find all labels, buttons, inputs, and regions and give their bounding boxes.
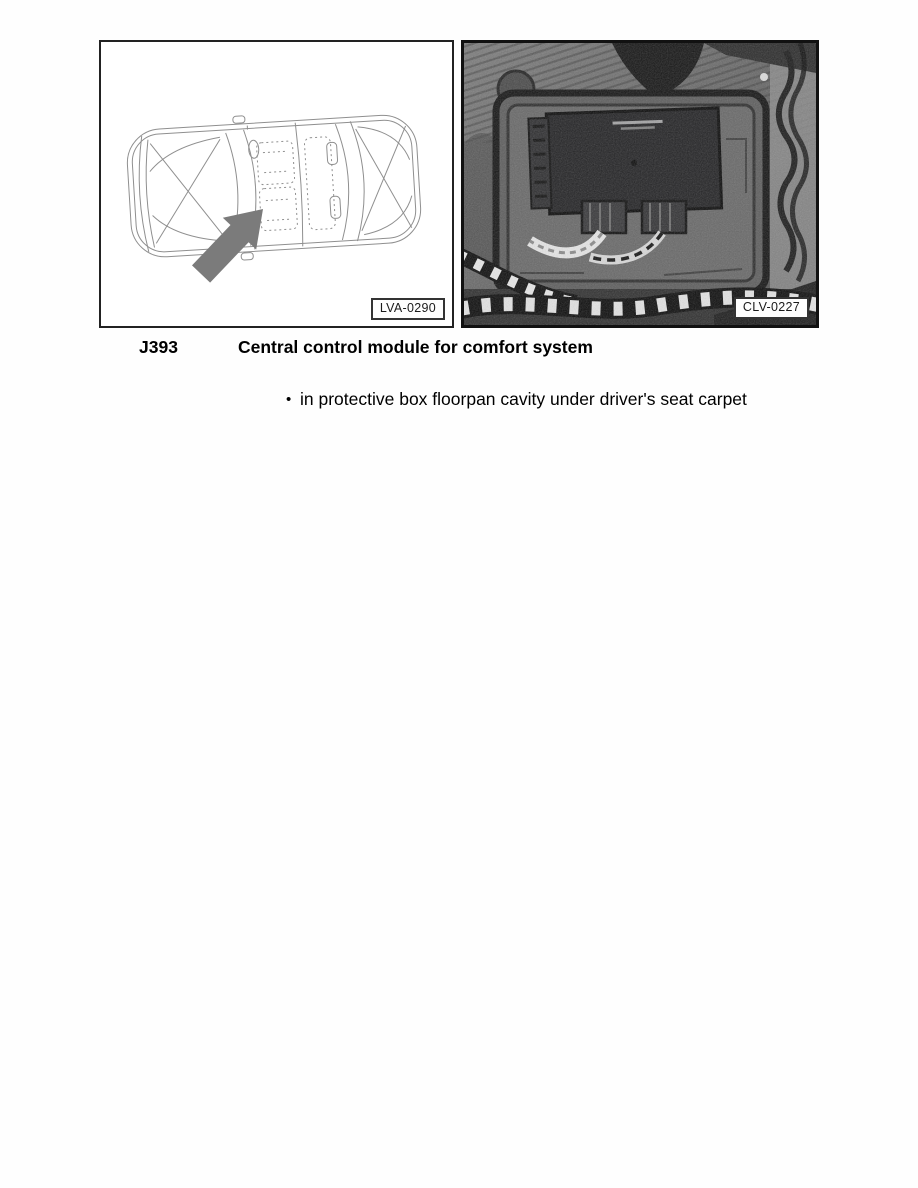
figure-car-location-drawing	[99, 40, 454, 328]
component-heading	[139, 337, 593, 358]
bullet-text: in protective box floorpan cavity under driver's seat carpet	[300, 389, 747, 409]
figure-module-photo	[461, 40, 819, 328]
list-item	[286, 386, 748, 413]
figure-id-label: LVA-0290	[371, 298, 445, 320]
car-body-lines	[125, 105, 423, 266]
bullet-icon: •	[286, 391, 292, 408]
component-location-list	[286, 386, 748, 413]
component-code: J393	[139, 337, 178, 357]
car-top-view-drawing	[101, 42, 452, 326]
component-title: Central control module for comfort system	[238, 337, 593, 357]
location-arrow-icon	[192, 209, 263, 283]
module-photo-rendering	[464, 43, 816, 325]
figure-id-label: CLV-0227	[734, 297, 809, 319]
